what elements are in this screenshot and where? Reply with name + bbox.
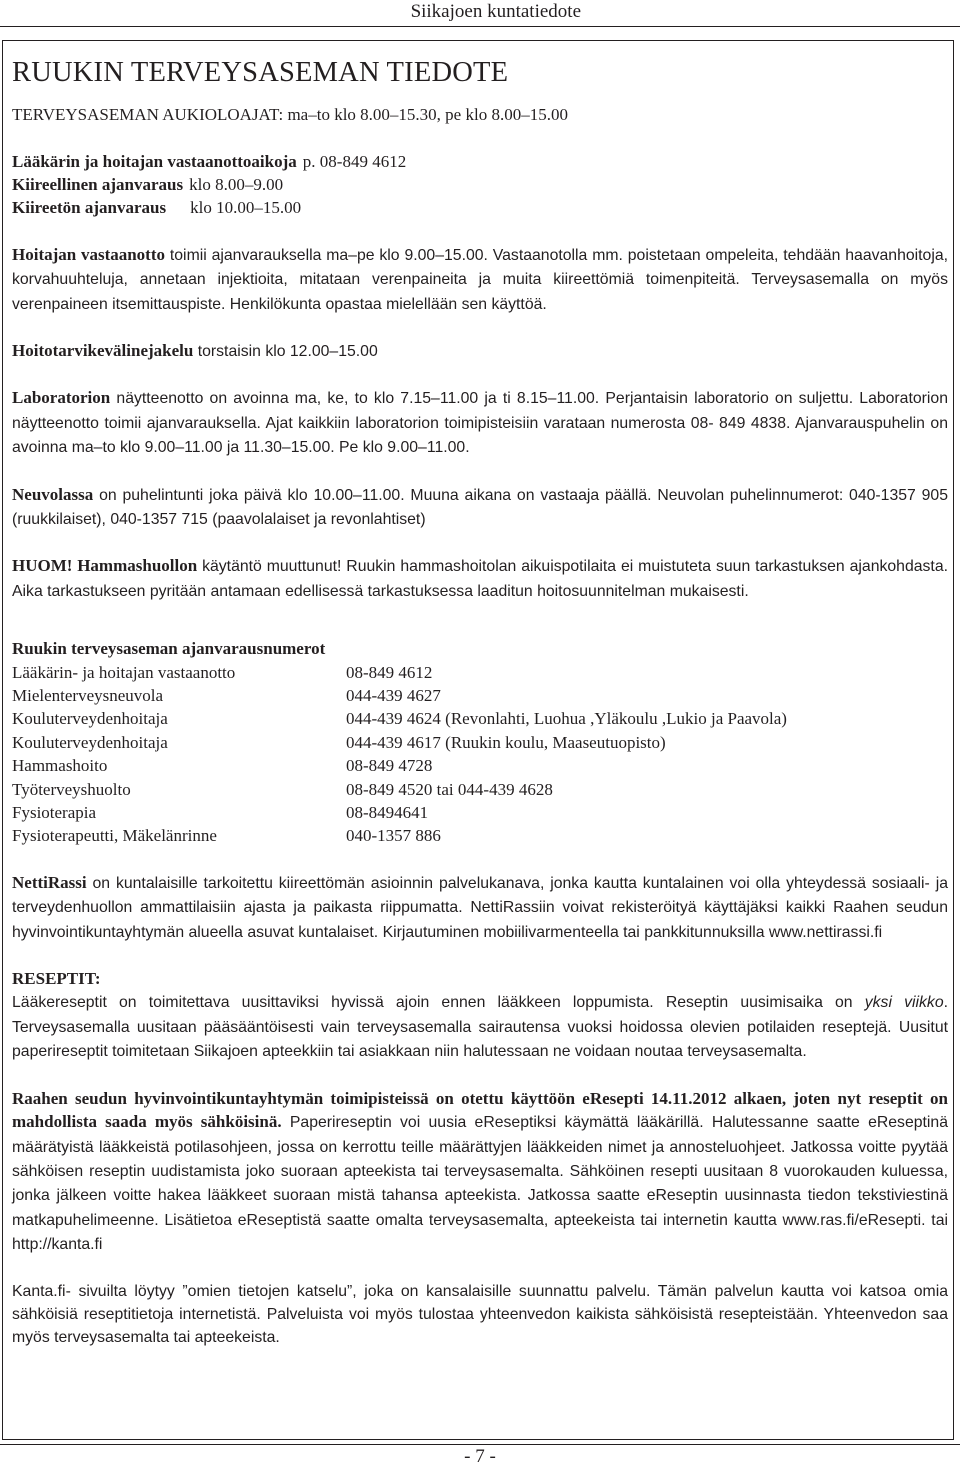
laboratory-lead: Laboratorion: [12, 388, 111, 408]
running-head: Siikajoen kuntatiedote: [410, 1, 581, 22]
phone-row: [12, 824, 948, 847]
phone-row: [12, 707, 948, 730]
reception-hours: [12, 150, 948, 220]
nurse-text: toimii ajanvarauksella ma–pe klo 9.00–15.00. Vastaanotolla mm. poistetaan ompeleita, tehdään haavanhoitoja, korvahuuhteluja, annetaan injektioita, mitataan verenpaineita ja muita kiireettömiä toimenpiteitä. Terveysasemalla on myös verenpaineen itsemittauspiste. Henkilökunta opastaa mielellään sen käyttöä.: [12, 246, 949, 313]
reception-row: [12, 150, 948, 173]
reception-label: Kiireellinen ajanvaraus: [12, 174, 184, 194]
phone-list: [12, 637, 948, 848]
phone-name: Kouluterveydenhoitaja: [12, 732, 168, 752]
maternity-text: on puhelintunti joka päivä klo 10.00–11.00. Muuna aikana on vastaaja päällä. Neuvolan puhelinnumerot: 040-1357 905 (ruukkilaiset), 040-1357 715 (paavolalaiset ja revonlahtiset): [12, 486, 948, 528]
nettirassi-lead: NettiRassi: [12, 872, 87, 892]
dental-paragraph: [12, 554, 948, 603]
phone-name: Fysioterapeutti, Mäkelänrinne: [12, 826, 217, 846]
phone-row: [12, 778, 948, 801]
nurse-lead: Hoitajan vastaanotto: [12, 244, 166, 264]
phone-name: Työterveyshuolto: [12, 779, 131, 799]
supplies-text: torstaisin klo 12.00–15.00: [193, 342, 378, 360]
header-rule: [0, 26, 960, 27]
dental-text: käytäntö muuttunut! Ruukin hammashoitolan aikuispotilaita ei muistuteta suun tarkastuksen ajankohdasta. Aika tarkastukseen pyritään antamaan edellisessä tarkastuksessa laaditun hoitosuunnitelman mukaisesti.: [12, 558, 948, 600]
laboratory-text: näytteenotto on avoinna ma, ke, to klo 7.15–11.00 ja ti 8.15–11.00. Perjantaisin laboratorio on suljettu. Laboratorion näytteenotto toimii ajanvarauksella. Ajat kaikkiin laboratorion toimipisteisiin varataan numerosta 08- 849 4838. Ajanvarauspuhelin on avoinna ma–to klo 9.00–11.00 ja 11.30–15.00. Pe klo 9.00–11.00.: [12, 390, 948, 457]
page-title: RUUKIN TERVEYSASEMAN TIEDOTE: [12, 57, 509, 88]
prescriptions-italic: yksi viikko: [864, 994, 944, 1012]
page-number: - 7 -: [464, 1446, 496, 1467]
phone-number: 044-439 4617 (Ruukin koulu, Maaseutuopisto): [346, 732, 666, 752]
prescriptions-text: [12, 990, 948, 1063]
reception-value: p. 08-849 4612: [302, 151, 407, 171]
phone-number: 08-849 4520 tai 044-439 4628: [346, 779, 553, 799]
phone-list-title: Ruukin terveysaseman ajanvarausnumerot: [12, 639, 326, 659]
footer-rule: [0, 1444, 960, 1445]
phone-name: Hammashoito: [12, 756, 108, 776]
phone-name: Lääkärin- ja hoitajan vastaanotto: [12, 662, 236, 682]
reception-label: Lääkärin ja hoitajan vastaanottoaikoja: [12, 151, 297, 171]
phone-name: Kouluterveydenhoitaja: [12, 709, 168, 729]
nettirassi-paragraph: [12, 871, 948, 944]
phone-number: 08-8494641: [346, 803, 429, 823]
prescriptions-text-after: . Terveysasemalla uusitaan pääsääntöisesti vain terveysasemalla sairautensa vuoksi hoidossa olevien potilaiden reseptejä. Uusitut paperireseptit toimitetaan Siikajoen apteekkiin tai asiakkaan niin halutessaan ne voidaan noutaa terveysasemalta.: [12, 994, 949, 1061]
reception-value: klo 8.00–9.00: [189, 174, 284, 194]
erecipe-paragraph: [12, 1087, 948, 1257]
phone-number: 040-1357 886: [346, 826, 441, 846]
phone-name: Fysioterapia: [12, 803, 97, 823]
supplies-paragraph: [12, 339, 948, 363]
kanta-paragraph: Kanta.fi- sivuilta löytyy ”omien tietojen katselu”, joka on kansalaisille suunnattu palvelu. Tämän palvelun kautta voi katsoa omia sähköisiä reseptitietoja internetistä. Palveluista voi myös tulostaa yhteenvedon kaikista sähköisistä resepteistään. Yhteenvedon saa myös terveysasemalta tai apteekeista.: [12, 1282, 948, 1347]
nettirassi-text: on kuntalaisille tarkoitettu kiireettömän asioinnin palvelukanava, jonka kautta kuntalainen voi olla yhteydessä sosiaali- ja terveydenhuollon ammattilaisiin ajasta ja paikasta riippumatta. NettiRassiin voivat rekisteröityä käyttäjäksi kaikki Raahen seudun hyvinvointikuntayhtymän alueella asuvat kuntalaiset. Kirjautuminen mobiilivarmenteella tai pankkitunnuksilla www.nettirassi.fi: [12, 874, 948, 941]
phone-row: [12, 661, 948, 684]
nurse-paragraph: [12, 243, 948, 316]
supplies-lead: Hoitotarvikevälinejakelu: [12, 340, 194, 360]
phone-number: 08-849 4612: [346, 662, 433, 682]
erecipe-text: Paperireseptin voi uusia eReseptiksi käymättä lääkärillä. Halutessanne saatte eReseptinä määrätyistä lääkkeistä potilasohjeen, jossa on kerrottu teille määrättyjen lääkkeiden nimet ja annosteluohjeet. Jatkossa voitte pyytää sähköisen reseptin uudistamista joko suoraan apteekista tai terveysasemalta. Sähköinen resepti uusitaan 8 vuorokauden kuluessa, jonka jälkeen voitte hakea lääkkeet suoraan mistä tahansa apteekista. Jatkossa saatte eReseptin uusinnasta tiedon tekstiviestinä matkapuhelimeenne. Lisätietoa eReseptistä saatte omalta terveysasemalta, apteekeista tai internetin kautta www.ras.fi/eResepti. tai http://kanta.fi: [12, 1114, 948, 1254]
opening-hours: TERVEYSASEMAN AUKIOLOAJAT: ma–to klo 8.00–15.30, pe klo 8.00–15.00: [12, 105, 568, 124]
article-content: [12, 56, 948, 1350]
reception-row: [12, 173, 948, 196]
phone-row: [12, 801, 948, 824]
maternity-lead: Neuvolassa: [12, 484, 94, 504]
reception-label: Kiireetön ajanvaraus: [12, 198, 167, 218]
phone-number: 08-849 4728: [346, 756, 433, 776]
phone-number: 044-439 4627: [346, 686, 441, 705]
reception-row: [12, 196, 948, 219]
phone-row: [12, 731, 948, 754]
reception-value: klo 10.00–15.00: [190, 198, 302, 218]
dental-lead: HUOM! Hammashuollon: [12, 556, 198, 576]
erecipe-lead: Raahen seudun hyvinvointikuntayhtymän toimipisteissä on otettu käyttöön eResepti 14.11.2012 alkaen, joten nyt reseptit on mahdollista saada myös sähköisinä.: [12, 1088, 948, 1132]
phone-row: [12, 684, 948, 707]
phone-name: Mielenterveysneuvola: [12, 686, 164, 705]
phone-number: 044-439 4624 (Revonlahti, Luohua ,Yläkoulu ,Lukio ja Paavola): [346, 709, 787, 729]
maternity-paragraph: [12, 483, 948, 532]
laboratory-paragraph: [12, 386, 948, 459]
phone-row: [12, 754, 948, 777]
prescriptions-text-before: Lääkereseptit on toimitettava uusittaviksi hyvissä ajoin ennen lääkkeen loppumista. Reseptin uusimisaika on: [12, 994, 865, 1012]
prescriptions-heading: RESEPTIT:: [12, 969, 101, 989]
prescriptions-section: [12, 967, 948, 1064]
